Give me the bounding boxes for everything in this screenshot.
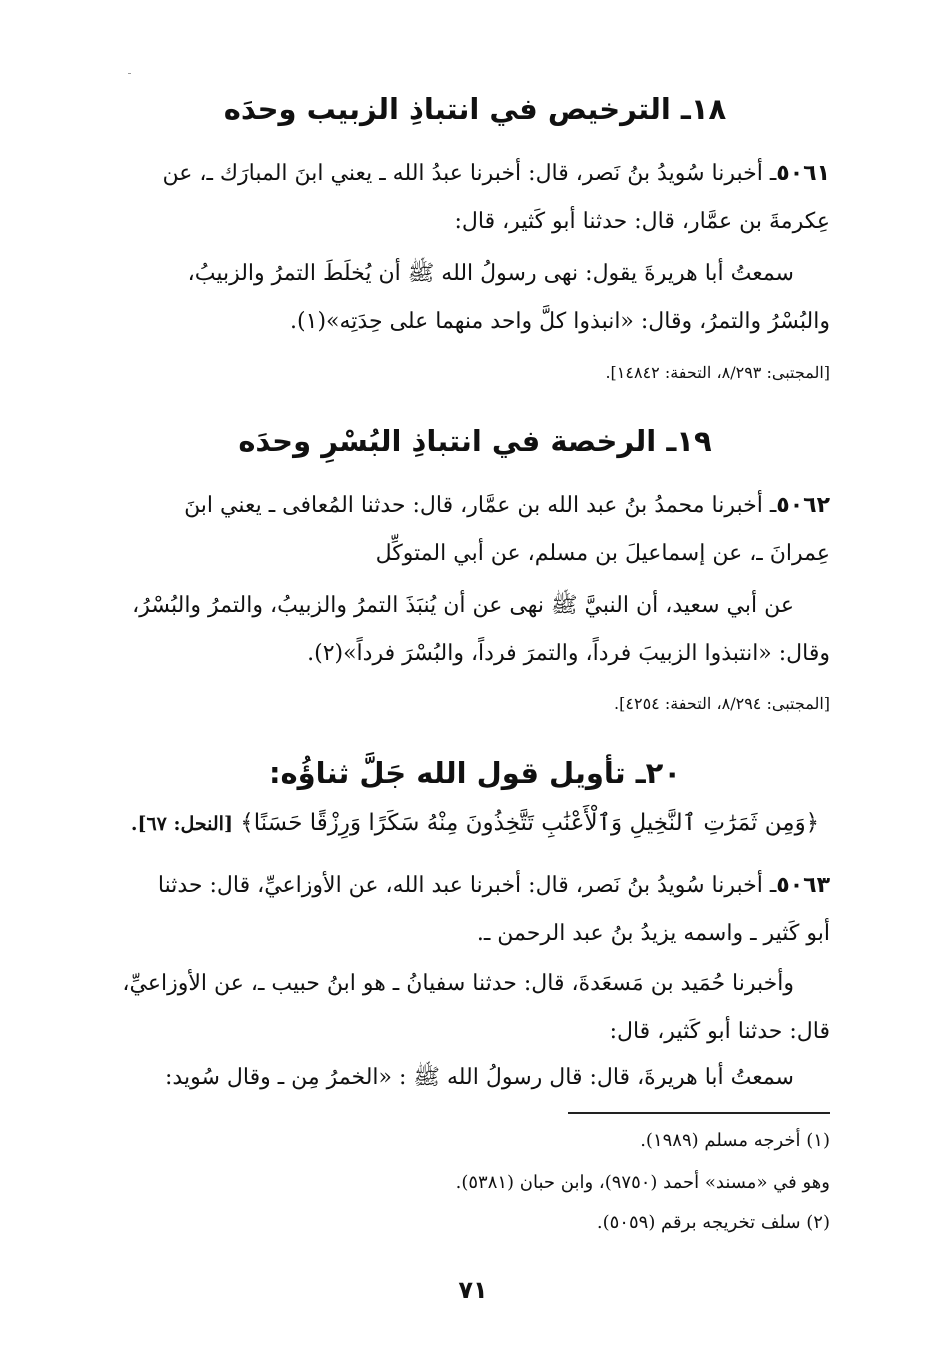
chapter-heading-19: ١٩ـ الرخصة في انتباذِ البُسْرِ وحدَه <box>238 424 712 458</box>
hadith-number: ٥٠٦٢ <box>776 493 830 518</box>
hadith-number: ٥٠٦٣ <box>776 873 830 898</box>
text-line: عِكرمةَ بن عمَّار، قال: حدثنا أبو كَثير، قال: <box>454 209 830 234</box>
text-line: والبُسْرُ والتمرُ، وقال: «انبذوا كلَّ واحد منهما على حِدَتِه»(١). <box>290 309 830 334</box>
text-line: سمعتُ أبا هريرةَ يقول: نهى رسولُ الله ﷺ أن يُخلَطَ التمرُ والزبيبُ، <box>187 261 794 286</box>
text-line: ٥٠٦١ـ أخبرنا سُويدُ بنُ نَصر، قال: أخبرنا عبدُ الله ـ يعني ابنَ المبارَك ـ، عن <box>162 161 830 186</box>
chapter-heading-20: ٢٠ـ تأويل قول الله جَلَّ ثناؤُه: <box>268 756 682 790</box>
text-line: وأخبرنا حُمَيد بن مَسعَدةَ، قال: حدثنا سفيانُ ـ هو ابنُ حبيب ـ، عن الأوزاعيِّ، <box>122 971 794 996</box>
footnote-2: (٢) سلف تخريجه برقم (٥٠٥٩). <box>596 1212 830 1233</box>
verse-text: ﴿وَمِن ثَمَرَٰتِ ٱلنَّخِيلِ وَٱلْأَعْنَٰبِ تَتَّخِذُونَ مِنْهُ سَكَرًا وَرِزْقًا حَسَنًا﴾ <box>240 810 820 836</box>
hadith-number: ٥٠٦١ <box>776 161 830 186</box>
text-line: ٥٠٦٣ـ أخبرنا سُويدُ بنُ نَصر، قال: أخبرنا عبد الله، عن الأوزاعيِّ، قال: حدثنا <box>157 873 830 898</box>
hadith-5061-matn <box>120 250 830 346</box>
scan-speck <box>128 73 131 74</box>
hadith-5062-isnad <box>120 482 830 578</box>
footnote-1-continuation: وهو في «مسند» أحمد (٩٧٥٠)، وابن حبان (٥٣٨١). <box>455 1172 830 1193</box>
text-line: وقال: «انتبذوا الزبيبَ فرداً، والتمرَ فرداً، والبُسْرَ فرداً»(٢). <box>307 641 830 666</box>
page-number: ٧١ <box>458 1276 488 1304</box>
citation-5061: [المجتبى: ٨/٢٩٣، التحفة: ١٤٨٤٢]. <box>605 363 830 382</box>
hadith-5063-matn <box>120 1054 830 1102</box>
verse-reference: [النحل: ٦٧]. <box>130 813 233 835</box>
text-line: عن أبي سعيد، أن النبيَّ ﷺ نهى عن أن يُنبَذَ التمرُ والزبيبُ، والتمرُ والبُسْرُ، <box>132 593 794 618</box>
quran-verse <box>120 810 830 836</box>
hadith-5063-isnad <box>120 862 830 958</box>
text-line: سمعتُ أبا هريرةَ، قال: قال رسولُ الله ﷺ : «الخمرُ مِن ـ وقال سُويد: <box>165 1065 794 1090</box>
text-line: ٥٠٦٢ـ أخبرنا محمدُ بنُ عبد الله بن عمَّار، قال: حدثنا المُعافى ـ يعني ابنَ <box>184 493 830 518</box>
hadith-5063-isnad-2 <box>120 960 830 1056</box>
chapter-heading-18: ١٨ـ الترخيص في انتباذِ الزبيب وحدَه <box>223 92 727 126</box>
text-line: قال: حدثنا أبو كَثير، قال: <box>609 1019 830 1044</box>
footnote-separator <box>568 1112 830 1114</box>
citation-5062: [المجتبى: ٨/٢٩٤، التحفة: ٤٢٥٤]. <box>614 694 830 713</box>
text-line: أبو كَثير ـ واسمه يزيدُ بنُ عبد الرحمن ـ. <box>476 921 830 946</box>
text-line: عِمرانَ ـ، عن إسماعيلَ بن مسلم، عن أبي المتوكِّل <box>375 541 830 566</box>
hadith-5061-isnad <box>120 150 830 246</box>
hadith-5062-matn <box>120 582 830 678</box>
footnote-1: (١) أخرجه مسلم (١٩٨٩). <box>640 1130 830 1151</box>
